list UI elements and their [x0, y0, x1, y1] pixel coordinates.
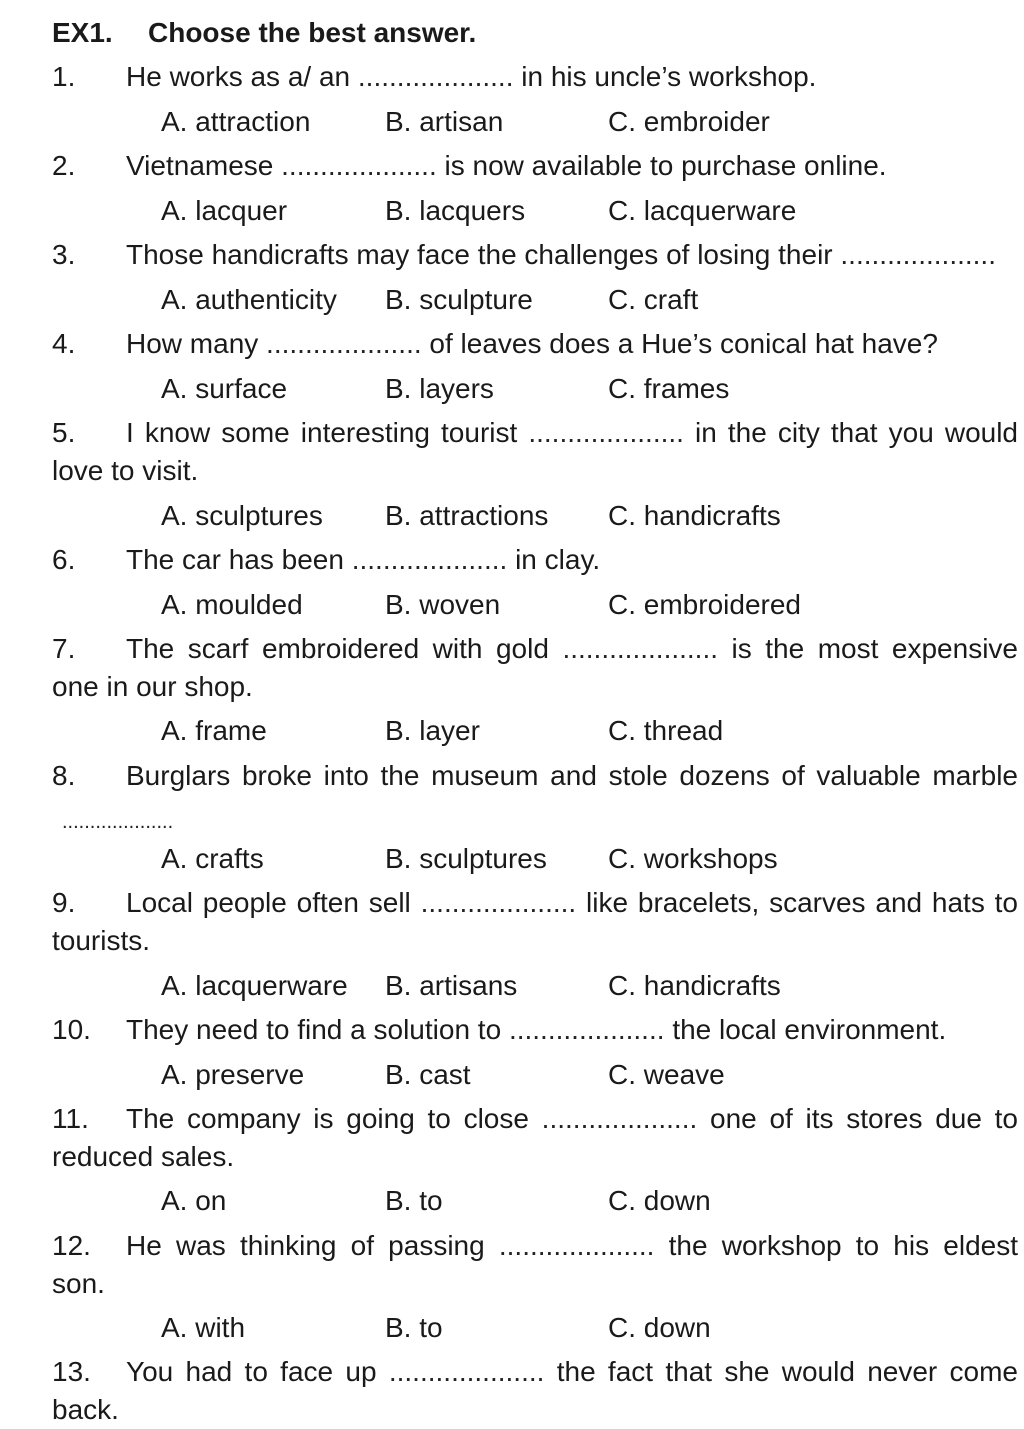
option-b[interactable]: B. artisans [385, 970, 518, 1001]
question-number: 6. [52, 544, 76, 575]
option-c[interactable]: C. down [608, 1185, 711, 1216]
question-text-after: the fact that she would never come [556, 1356, 1019, 1387]
option-a[interactable]: A. moulded [161, 589, 303, 620]
question-text-before: Vietnamese [126, 150, 274, 181]
question-text-after: is now available to purchase online. [444, 150, 887, 181]
option-c[interactable]: C. craft [608, 284, 699, 315]
option-b[interactable]: B. cast [385, 1059, 471, 1090]
option-a[interactable]: A. authenticity [161, 284, 337, 315]
option-b[interactable]: B. layer [385, 715, 480, 746]
option-c[interactable]: C. down [608, 1312, 711, 1343]
options-row-4 [0, 370, 1024, 408]
question-text-before: Burglars broke into the museum and stole dozens of valuable marble [126, 760, 1018, 791]
question-text-after: is the most expensive [731, 633, 1018, 664]
option-c[interactable]: C. handicrafts [608, 500, 781, 531]
option-b[interactable]: B. woven [385, 589, 501, 620]
question-line [52, 414, 1018, 452]
option-a[interactable]: A. preserve [161, 1059, 305, 1090]
question-text-after: in his uncle’s workshop. [521, 61, 817, 92]
answer-blank[interactable]: .................... [840, 239, 996, 270]
question-text-after: of leaves does a Hue’s conical hat have? [429, 328, 938, 359]
question-text-after: the local environment. [672, 1014, 947, 1045]
option-a[interactable]: A. sculptures [161, 500, 323, 531]
answer-blank[interactable]: .................... [420, 887, 577, 918]
question-text-before: He works as a/ an [126, 61, 351, 92]
option-c[interactable]: C. embroider [608, 106, 770, 137]
question-number: 1. [52, 61, 76, 92]
option-c[interactable]: C. handicrafts [608, 970, 781, 1001]
answer-blank[interactable]: .................... [351, 544, 508, 575]
option-c[interactable]: C. workshops [608, 843, 778, 874]
question-line [52, 236, 1018, 274]
option-a[interactable]: A. crafts [161, 843, 264, 874]
question-1 [52, 58, 1018, 96]
options-row-2 [0, 192, 1024, 230]
question-text-before: Those handicrafts may face the challenges of losing their [126, 239, 833, 270]
question-12 [52, 1227, 1018, 1303]
option-b[interactable]: B. to [385, 1312, 443, 1343]
question-8 [52, 757, 1018, 837]
question-line [52, 884, 1018, 922]
question-text-before: They need to find a solution to [126, 1014, 502, 1045]
option-b[interactable]: B. artisan [385, 106, 504, 137]
question-text-before: You had to face up [126, 1356, 377, 1387]
question-number: 12. [52, 1230, 91, 1261]
question-text-after: like bracelets, scarves and hats to [586, 887, 1019, 918]
option-a[interactable]: A. with [161, 1312, 246, 1343]
option-c[interactable]: C. weave [608, 1059, 725, 1090]
option-b[interactable]: B. attractions [385, 500, 549, 531]
option-b[interactable]: B. to [385, 1185, 443, 1216]
question-line [52, 1353, 1018, 1391]
option-c[interactable]: C. embroidered [608, 589, 801, 620]
question-line [52, 541, 1018, 579]
question-13 [52, 1353, 1018, 1429]
question-text-after: in clay. [515, 544, 601, 575]
question-10 [52, 1011, 1018, 1049]
question-line [52, 147, 1018, 185]
question-9 [52, 884, 1018, 960]
question-number: 11. [52, 1103, 89, 1134]
question-text-after: one of its stores due to [710, 1103, 1019, 1134]
question-text-before: The scarf embroidered with gold [126, 633, 549, 664]
question-number: 13. [52, 1356, 91, 1387]
answer-blank[interactable]: .................... [508, 1014, 665, 1045]
question-number: 9. [52, 887, 76, 918]
question-line [52, 325, 1018, 363]
answer-blank[interactable]: .................... [281, 150, 437, 181]
question-6 [52, 541, 1018, 579]
options-row-6 [0, 586, 1024, 624]
answer-blank[interactable]: .................... [541, 1103, 698, 1134]
question-text-after: in the city that you would [695, 417, 1019, 448]
option-b[interactable]: B. layers [385, 373, 494, 404]
question-line [52, 630, 1018, 668]
option-b[interactable]: B. sculpture [385, 284, 533, 315]
question-continuation: son. [52, 1268, 105, 1299]
question-continuation: tourists. [52, 925, 151, 956]
question-text-before: He was thinking of passing [126, 1230, 485, 1261]
question-text-after: the workshop to his eldest [668, 1230, 1018, 1261]
question-line [52, 1011, 1018, 1049]
option-a[interactable]: A. on [161, 1185, 227, 1216]
question-number: 4. [52, 328, 76, 359]
question-number: 10. [52, 1014, 91, 1045]
question-line [52, 1227, 1018, 1265]
question-4 [52, 325, 1018, 363]
options-row-12 [0, 1309, 1024, 1347]
options-row-7 [0, 712, 1024, 750]
options-row-1 [0, 103, 1024, 141]
options-row-8 [0, 840, 1024, 878]
question-continuation: one in our shop. [52, 671, 253, 702]
exercise-instruction: Choose the best answer. [148, 17, 477, 48]
question-line [52, 757, 1018, 795]
question-number: 2. [52, 150, 76, 181]
question-text-before: The company is going to close [126, 1103, 529, 1134]
question-text-before: I know some interesting tourist [126, 417, 518, 448]
question-text-before: The car has been [126, 544, 344, 575]
question-line [52, 58, 1018, 96]
option-a[interactable]: A. attraction [161, 106, 311, 137]
question-continuation: reduced sales. [52, 1141, 235, 1172]
exercise-heading [52, 14, 476, 52]
option-a[interactable]: A. frame [161, 715, 267, 746]
question-text-before: Local people often sell [126, 887, 411, 918]
question-5 [52, 414, 1018, 490]
option-a[interactable]: A. lacquerware [161, 970, 348, 1001]
question-continuation: back. [52, 1394, 119, 1425]
option-a[interactable]: A. lacquer [161, 195, 288, 226]
options-row-9 [0, 967, 1024, 1005]
question-text-before: How many [126, 328, 259, 359]
answer-blank[interactable]: .................... [266, 328, 422, 359]
option-c[interactable]: C. lacquerware [608, 195, 797, 226]
answer-blank[interactable]: .................... [562, 633, 719, 664]
options-row-3 [0, 281, 1024, 319]
option-a[interactable]: A. surface [161, 373, 288, 404]
option-c[interactable]: C. frames [608, 373, 730, 404]
exercise-label: EX1. [52, 17, 113, 48]
options-row-11 [0, 1182, 1024, 1220]
answer-blank[interactable]: .................... [388, 1356, 545, 1387]
options-row-10 [0, 1056, 1024, 1094]
question-7 [52, 630, 1018, 706]
question-line [52, 1100, 1018, 1138]
answer-blank[interactable]: .................... [62, 811, 174, 833]
answer-blank[interactable]: .................... [528, 417, 684, 448]
option-b[interactable]: B. lacquers [385, 195, 526, 226]
question-number: 5. [52, 417, 76, 448]
question-2 [52, 147, 1018, 185]
option-c[interactable]: C. thread [608, 715, 724, 746]
answer-blank[interactable]: .................... [498, 1230, 655, 1261]
question-number: 3. [52, 239, 76, 270]
question-number: 7. [52, 633, 76, 664]
question-number: 8. [52, 760, 76, 791]
options-row-5 [0, 497, 1024, 535]
question-3 [52, 236, 1018, 274]
answer-blank[interactable]: .................... [357, 61, 514, 92]
option-b[interactable]: B. sculptures [385, 843, 547, 874]
question-continuation: love to visit. [52, 455, 199, 486]
question-11 [52, 1100, 1018, 1176]
